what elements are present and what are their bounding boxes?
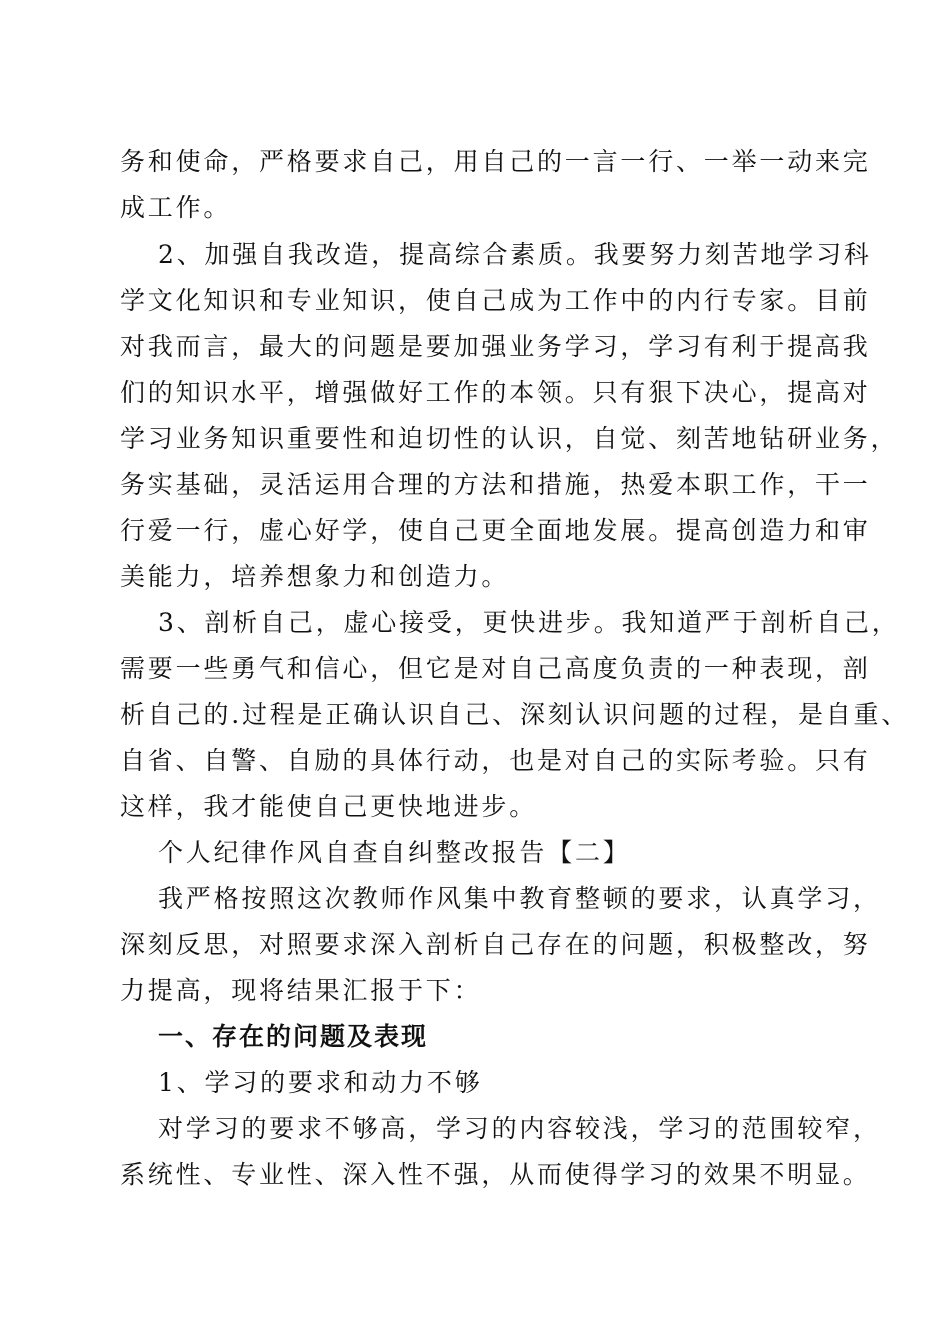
- paragraph-line: 系统性、专业性、深入性不强，从而使得学习的效果不明显。: [120, 1160, 871, 1189]
- paragraph-line: 学习业务知识重要性和迫切性的认识，自觉、刻苦地钻研业务，: [120, 424, 899, 453]
- section-title: 个人纪律作风自查自纠整改报告【二】: [158, 838, 631, 867]
- paragraph-line: 行爱一行，虚心好学，使自己更全面地发展。提高创造力和审: [120, 516, 871, 545]
- paragraph-line: 对学习的要求不够高，学习的内容较浅，学习的范围较窄，: [158, 1114, 881, 1143]
- paragraph-line: 3、剖析自己，虚心接受，更快进步。我知道严于剖析自己，: [158, 608, 900, 637]
- paragraph-line: 2、加强自我改造，提高综合素质。我要努力刻苦地学习科: [158, 240, 872, 269]
- paragraph-line: 务和使命，严格要求自己，用自己的一言一行、一举一动来完: [120, 147, 871, 176]
- paragraph-line: 这样，我才能使自己更快地进步。: [120, 792, 538, 821]
- paragraph-line: 对我而言，最大的问题是要加强业务学习，学习有利于提高我: [120, 332, 871, 361]
- section-heading: 一、存在的问题及表现: [158, 1022, 429, 1051]
- paragraph-line: 我严格按照这次教师作风集中教育整顿的要求，认真学习，: [158, 884, 881, 913]
- paragraph-line: 学文化知识和专业知识，使自己成为工作中的内行专家。目前: [120, 286, 871, 315]
- paragraph-line: 自省、自警、自励的具体行动，也是对自己的实际考验。只有: [120, 746, 871, 775]
- paragraph-line: 美能力，培养想象力和创造力。: [120, 562, 510, 591]
- paragraph-line: 深刻反思，对照要求深入剖析自己存在的问题，积极整改，努: [120, 930, 871, 959]
- paragraph-line: 务实基础，灵活运用合理的方法和措施，热爱本职工作，干一: [120, 470, 871, 499]
- subheading: 1、学习的要求和动力不够: [158, 1068, 483, 1097]
- paragraph-line: 们的知识水平，增强做好工作的本领。只有狠下决心，提高对: [120, 378, 871, 407]
- paragraph-line: 成工作。: [120, 193, 232, 222]
- paragraph-line: 析自己的.过程是正确认识自己、深刻认识问题的过程，是自重、: [120, 700, 910, 729]
- paragraph-line: 力提高，现将结果汇报于下：: [120, 976, 482, 1005]
- paragraph-line: 需要一些勇气和信心，但它是对自己高度负责的一种表现，剖: [120, 654, 871, 683]
